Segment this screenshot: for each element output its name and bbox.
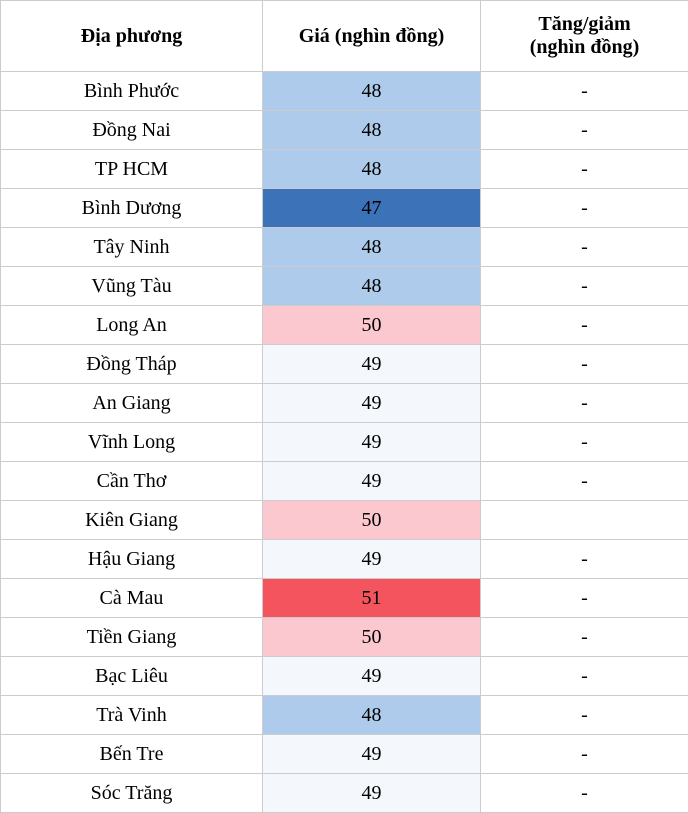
table-row	[1, 735, 688, 774]
table-row	[1, 384, 688, 423]
cell-change: -	[481, 384, 688, 423]
cell-price: 49	[263, 462, 481, 501]
cell-price: 51	[263, 579, 481, 618]
cell-price: 49	[263, 774, 481, 813]
cell-region: Bình Dương	[1, 189, 263, 228]
cell-price: 48	[263, 72, 481, 111]
cell-region: Tây Ninh	[1, 228, 263, 267]
cell-change: -	[481, 150, 688, 189]
cell-price: 49	[263, 657, 481, 696]
cell-change: -	[481, 267, 688, 306]
cell-price: 48	[263, 696, 481, 735]
cell-region: Vĩnh Long	[1, 423, 263, 462]
cell-region: Cà Mau	[1, 579, 263, 618]
cell-region: Trà Vinh	[1, 696, 263, 735]
table-row	[1, 657, 688, 696]
table-row	[1, 618, 688, 657]
table-row	[1, 189, 688, 228]
cell-change: -	[481, 306, 688, 345]
table-header	[1, 1, 688, 72]
cell-price: 47	[263, 189, 481, 228]
column-header-change-line1: Tăng/giảm	[487, 13, 682, 36]
table-row	[1, 423, 688, 462]
cell-region: Đồng Nai	[1, 111, 263, 150]
table-row	[1, 228, 688, 267]
cell-price: 50	[263, 306, 481, 345]
table-row	[1, 111, 688, 150]
cell-region: Bạc Liêu	[1, 657, 263, 696]
cell-change: -	[481, 540, 688, 579]
column-header-price: Giá (nghìn đồng)	[263, 1, 481, 72]
cell-price: 48	[263, 228, 481, 267]
cell-change: -	[481, 189, 688, 228]
table-row	[1, 72, 688, 111]
cell-price: 49	[263, 735, 481, 774]
cell-region: Vũng Tàu	[1, 267, 263, 306]
table-row	[1, 345, 688, 384]
cell-price: 48	[263, 150, 481, 189]
table-row	[1, 462, 688, 501]
cell-region: An Giang	[1, 384, 263, 423]
table-row	[1, 774, 688, 813]
cell-region: TP HCM	[1, 150, 263, 189]
cell-region: Tiền Giang	[1, 618, 263, 657]
cell-change: -	[481, 423, 688, 462]
table-row	[1, 579, 688, 618]
table-row	[1, 540, 688, 579]
column-header-change-line2: (nghìn đồng)	[487, 36, 682, 59]
cell-change: -	[481, 72, 688, 111]
cell-change: -	[481, 228, 688, 267]
cell-price: 48	[263, 267, 481, 306]
column-header-region: Địa phương	[1, 1, 263, 72]
cell-region: Đồng Tháp	[1, 345, 263, 384]
table-row	[1, 501, 688, 540]
cell-region: Kiên Giang	[1, 501, 263, 540]
cell-price: 49	[263, 540, 481, 579]
cell-region: Bến Tre	[1, 735, 263, 774]
cell-price: 50	[263, 501, 481, 540]
table-row	[1, 696, 688, 735]
cell-region: Sóc Trăng	[1, 774, 263, 813]
cell-change: -	[481, 618, 688, 657]
table-row	[1, 306, 688, 345]
cell-region: Long An	[1, 306, 263, 345]
cell-region: Hậu Giang	[1, 540, 263, 579]
cell-change	[481, 501, 688, 540]
cell-change: -	[481, 579, 688, 618]
cell-change: -	[481, 774, 688, 813]
table-header-row	[1, 1, 688, 72]
cell-change: -	[481, 111, 688, 150]
cell-price: 49	[263, 423, 481, 462]
table-row	[1, 150, 688, 189]
cell-region: Cần Thơ	[1, 462, 263, 501]
cell-price: 50	[263, 618, 481, 657]
cell-price: 49	[263, 345, 481, 384]
cell-change: -	[481, 462, 688, 501]
table-row	[1, 267, 688, 306]
column-header-change	[481, 1, 688, 72]
cell-change: -	[481, 657, 688, 696]
cell-region: Bình Phước	[1, 72, 263, 111]
cell-price: 48	[263, 111, 481, 150]
table-body	[1, 72, 688, 813]
cell-change: -	[481, 345, 688, 384]
cell-price: 49	[263, 384, 481, 423]
cell-change: -	[481, 735, 688, 774]
cell-change: -	[481, 696, 688, 735]
